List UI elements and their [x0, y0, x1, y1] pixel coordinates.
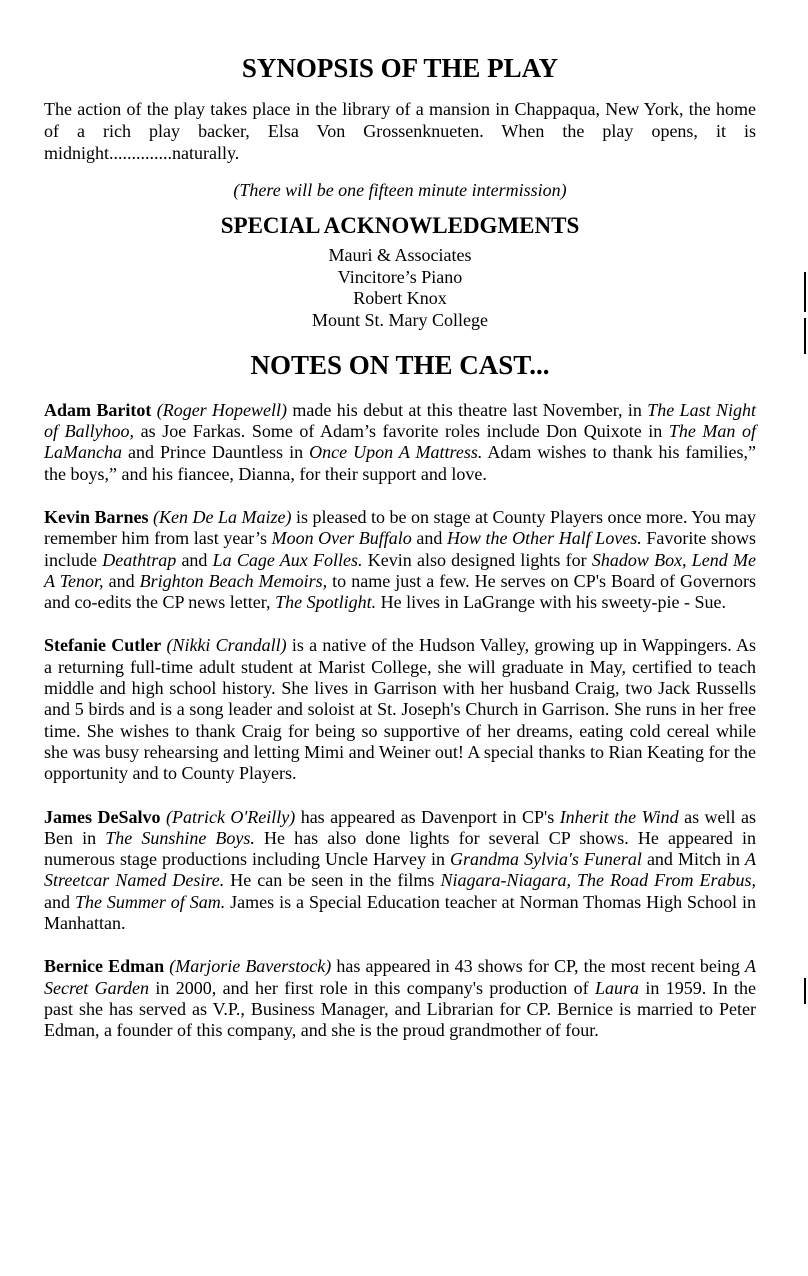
bio-segment: as Joe Farkas. Some of Adam’s favorite roles include Don Quixote in — [134, 421, 669, 442]
italic-title: Niagara-Niagara, The Road From Erabus, — [440, 870, 756, 891]
scan-edge-mark — [804, 272, 806, 312]
intermission-note: (There will be one fifteen minute intermission) — [233, 180, 567, 201]
scan-edge-mark — [804, 978, 806, 1004]
italic-title: (Marjorie Baverstock) — [169, 956, 332, 977]
bio-segment: has appeared as Davenport in CP's — [295, 806, 560, 827]
bio-segment: Adam wishes to thank his families,” the boys,” and his fiancee, Dianna, for their support and love. — [44, 442, 756, 484]
bio-segment: made his debut at this theatre last November, in — [287, 399, 648, 420]
bio-text — [44, 635, 756, 783]
italic-title: The Man of LaMancha — [44, 421, 756, 463]
bio-segment: He lives in LaGrange with his sweety-pie - Sue. — [376, 592, 726, 613]
italic-title: Brighton Beach Memoirs, — [139, 570, 328, 591]
synopsis-title: SYNOPSIS OF THE PLAY — [241, 53, 559, 83]
bio-text — [44, 400, 756, 484]
bio-segment: and — [103, 570, 140, 591]
italic-title: The Summer of Sam. — [74, 891, 226, 912]
acknowledgment-item: Robert Knox — [353, 288, 447, 309]
bio-segment: as well as Ben in — [44, 806, 757, 848]
bio-segment: and Mitch in — [641, 849, 745, 870]
actor-name: Bernice Edman — [44, 956, 165, 977]
italic-title: Inherit the Wind — [559, 806, 679, 827]
bio-segment: is a native of the Hudson Valley, growing up in Wappingers. As a returning full-time adult student at Marist College, she will graduate in May, certified to teach middle and high school history. She lives in Garrison with her husband Craig, two Jack Russells and 5 birds and is a song leader and soloist at St. Joseph's Church in Garrison. She runs in her free time. She wishes to thank Craig for being so supportive of her dreams, eating cold cereal while she was busy rehearsing and letting Mimi and Weiner out! A special thanks to Rian Keating for the opportunity and to County Players. — [44, 635, 756, 784]
italic-title: Grandma Sylvia's Funeral — [450, 849, 642, 870]
scan-edge-mark — [804, 318, 806, 354]
bio-segment: Favorite shows include — [44, 528, 756, 570]
acknowledgment-item: Mauri & Associates — [328, 245, 472, 266]
italic-title: Once Upon A Mattress. — [309, 442, 483, 463]
actor-name: Kevin Barnes — [44, 506, 149, 527]
bio-segment: in 2000, and her first role in this company's production of — [149, 977, 596, 998]
bio-segment: and — [44, 891, 75, 912]
bio-segment: in 1959. In the past she has served as V.P., Business Manager, and Librarian for CP. Bernice is married to Peter Edman, a founder of this company, and she is the proud grandmother of four. — [44, 977, 756, 1041]
synopsis-text: The action of the play takes place in the library of a mansion in Chappaqua, New York, the home of a rich play backer, Elsa Von Grossenknueten. When the play opens, it is midnight..............naturally. — [44, 99, 756, 164]
cast-bio — [44, 956, 756, 1041]
bio-segment: and Prince Dauntless in — [122, 442, 310, 463]
bio-text — [44, 507, 756, 612]
acknowledgments-list — [44, 245, 756, 331]
acknowledgment-item: Vincitore’s Piano — [337, 266, 463, 287]
bio-segment: to name just a few. He serves on CP's Board of Governors and co-edits the CP news letter, — [44, 570, 756, 613]
cast-bio — [44, 400, 756, 485]
italic-title: (Ken De La Maize) — [153, 506, 292, 527]
italic-title: (Patrick O'Reilly) — [165, 806, 296, 827]
bio-segment: and — [176, 549, 213, 570]
cast-bio — [44, 635, 756, 784]
bio-segment: Kevin also designed lights for — [362, 549, 592, 570]
actor-name: Adam Baritot — [44, 399, 152, 420]
italic-title: The Spotlight. — [275, 592, 377, 613]
acknowledgment-item: Mount St. Mary College — [312, 309, 488, 330]
italic-title: The Sunshine Boys. — [105, 827, 255, 848]
program-page — [44, 52, 756, 1064]
italic-title: Moon Over Buffalo — [271, 528, 412, 549]
bio-segment: is pleased to be on stage at County Players once more. You may remember him from last year’s — [44, 506, 756, 549]
italic-title: Laura — [595, 977, 640, 998]
bio-segment: He can be seen in the films — [224, 870, 441, 891]
cast-bios — [44, 400, 756, 1042]
actor-name: Stefanie Cutler — [44, 635, 162, 656]
bio-segment: and — [411, 528, 447, 549]
italic-title: (Nikki Crandall) — [166, 635, 287, 656]
italic-title: Deathtrap — [102, 549, 177, 570]
cast-bio — [44, 507, 756, 613]
bio-segment: He has also done lights for several CP shows. He appeared in numerous stage productions including Uncle Harvey in — [44, 827, 757, 870]
bio-segment: has appeared in 43 shows for CP, the most recent being — [331, 956, 745, 977]
italic-title: La Cage Aux Folles. — [212, 549, 363, 570]
italic-title: Shadow Box, Lend Me A Tenor, — [44, 549, 756, 591]
italic-title: (Roger Hopewell) — [156, 399, 288, 420]
actor-name: James DeSalvo — [44, 806, 161, 827]
bio-segment: James is a Special Education teacher at Norman Thomas High School in Manhattan. — [44, 891, 756, 934]
italic-title: A Streetcar Named Desire. — [44, 849, 756, 891]
italic-title: A Secret Garden — [44, 956, 756, 998]
cast-bio — [44, 807, 756, 935]
italic-title: The Last Night of Ballyhoo, — [44, 399, 756, 442]
italic-title: How the Other Half Loves. — [446, 528, 642, 549]
cast-notes-title: NOTES ON THE CAST... — [250, 350, 550, 381]
acknowledgments-title: SPECIAL ACKNOWLEDGMENTS — [220, 213, 580, 239]
